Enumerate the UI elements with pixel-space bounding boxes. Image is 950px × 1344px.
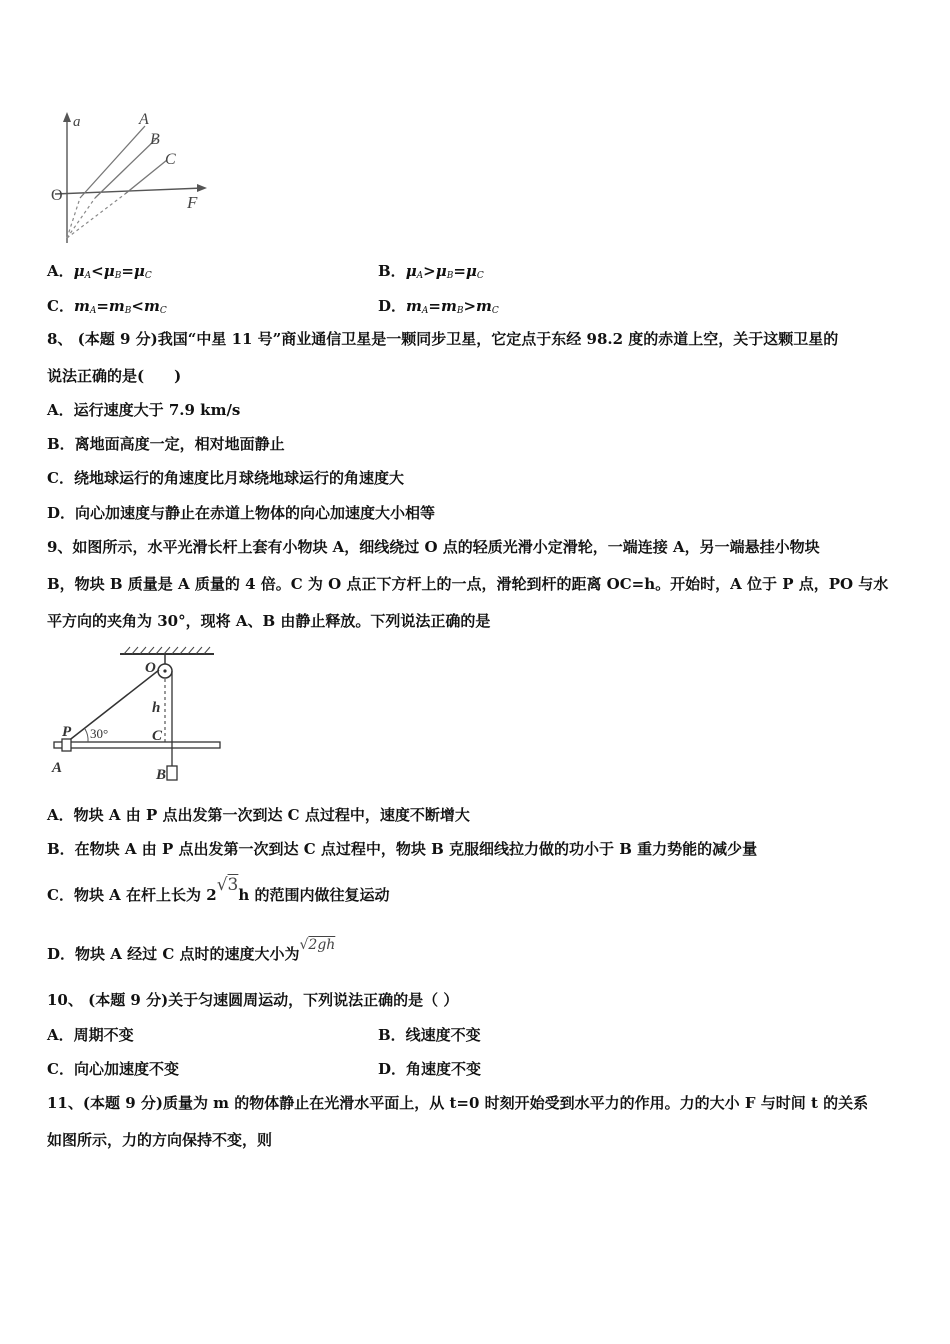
q10-option-a[interactable]: A．周期不变 <box>47 1026 134 1044</box>
figure-a-f-graph <box>45 108 215 248</box>
q8-option-a[interactable]: A．运行速度大于 7.9 km/s <box>47 401 241 419</box>
q9-stem-line1: 9、如图所示，水平光滑长杆上套有小物块 A，细线绕过 O 点的轻质光滑小定滑轮，一端连接 A，另一端悬挂小物块 <box>47 538 820 556</box>
fig2-label-C: C <box>152 728 163 744</box>
fig2-label-A: A <box>52 760 63 776</box>
q8-option-d[interactable]: D．向心加速度与静止在赤道上物体的向心加速度大小相等 <box>47 504 436 522</box>
q9-option-d-radicand: 2gh <box>308 937 336 953</box>
figure-pulley-rod <box>48 644 228 789</box>
fig2-label-P: P <box>62 724 72 740</box>
fig1-line-B: B <box>150 131 160 148</box>
q10-option-b[interactable]: B．线速度不变 <box>378 1026 481 1044</box>
q7-option-b-text: $\mu_A>\mu_B=\mu_C$ <box>405 262 484 281</box>
q9-stem-line3: 平方向的夹角为 30°，现将 A、B 由静止释放。下列说法正确的是 <box>47 612 491 630</box>
fig2-label-h: h <box>152 700 161 716</box>
q10-stem: 10、 (本题 9 分)关于匀速圆周运动，下列说法正确的是（ ） <box>47 991 459 1009</box>
fig1-origin: O <box>51 187 63 204</box>
q10-option-d[interactable]: D．角速度不变 <box>378 1060 482 1078</box>
q11-stem-line1: 11、(本题 9 分)质量为 m 的物体静止在光滑水平面上，从 t=0 时刻开始受到水平力的作用。力的大小 F 与时间 t 的关系 <box>47 1094 869 1112</box>
q7-option-b[interactable]: B．$\mu_A>\mu_B=\mu_C$ <box>378 262 484 281</box>
fig1-x-label: F <box>187 193 198 212</box>
fig1-line-C: C <box>165 151 176 168</box>
q7-option-a-text: $\mu_A<\mu_B=\mu_C$ <box>73 262 152 281</box>
q11-stem-line2: 如图所示，力的方向保持不变，则 <box>47 1131 273 1149</box>
q8-stem-line2: 说法正确的是( ) <box>47 367 182 385</box>
q7-option-d[interactable]: D．$m_A=m_B>m_C$ <box>378 297 499 316</box>
q9-option-a[interactable]: A．物块 A 由 P 点出发第一次到达 C 点过程中，速度不断增大 <box>47 806 470 824</box>
fig1-y-label: a <box>73 114 81 130</box>
fig2-label-O: O <box>145 660 156 676</box>
q7-option-c[interactable]: C．$m_A=m_B<m_C$ <box>47 297 167 316</box>
fig2-label-angle: 30° <box>90 726 109 741</box>
q8-option-c[interactable]: C．绕地球运行的角速度比月球绕地球运行的角速度大 <box>47 469 404 487</box>
q10-option-c[interactable]: C．向心加速度不变 <box>47 1060 179 1078</box>
q9-option-d[interactable]: D．物块 A 经过 C 点时的速度大小为√2gh <box>47 937 336 963</box>
q9-option-c[interactable]: C．物块 A 在杆上长为 2√3h 的范围内做往复运动 <box>47 875 390 904</box>
q8-option-b[interactable]: B．离地面高度一定，相对地面静止 <box>47 435 285 453</box>
fig1-line-A: A <box>139 111 149 128</box>
q7-option-c-text: $m_A=m_B<m_C$ <box>73 297 167 316</box>
q7-option-a[interactable]: A．$\mu_A<\mu_B=\mu_C$ <box>47 262 152 281</box>
q9-option-b[interactable]: B．在物块 A 由 P 点出发第一次到达 C 点过程中，物块 B 克服细线拉力做的功小于 B 重力势能的减少量 <box>47 840 758 858</box>
q9-stem-line2: B，物块 B 质量是 A 质量的 4 倍。C 为 O 点正下方杆上的一点，滑轮到杆的距离 OC=h。开始时，A 位于 P 点，PO 与水 <box>47 575 889 593</box>
q7-option-d-text: $m_A=m_B>m_C$ <box>406 297 499 316</box>
q9-option-c-radicand: 3 <box>227 875 239 895</box>
q8-stem-line1: 8、 (本题 9 分)我国“中星 11 号”商业通信卫星是一颗同步卫星，它定点于东经 98.2 度的赤道上空，关于这颗卫星的 <box>47 330 839 348</box>
fig2-label-B: B <box>156 767 167 783</box>
